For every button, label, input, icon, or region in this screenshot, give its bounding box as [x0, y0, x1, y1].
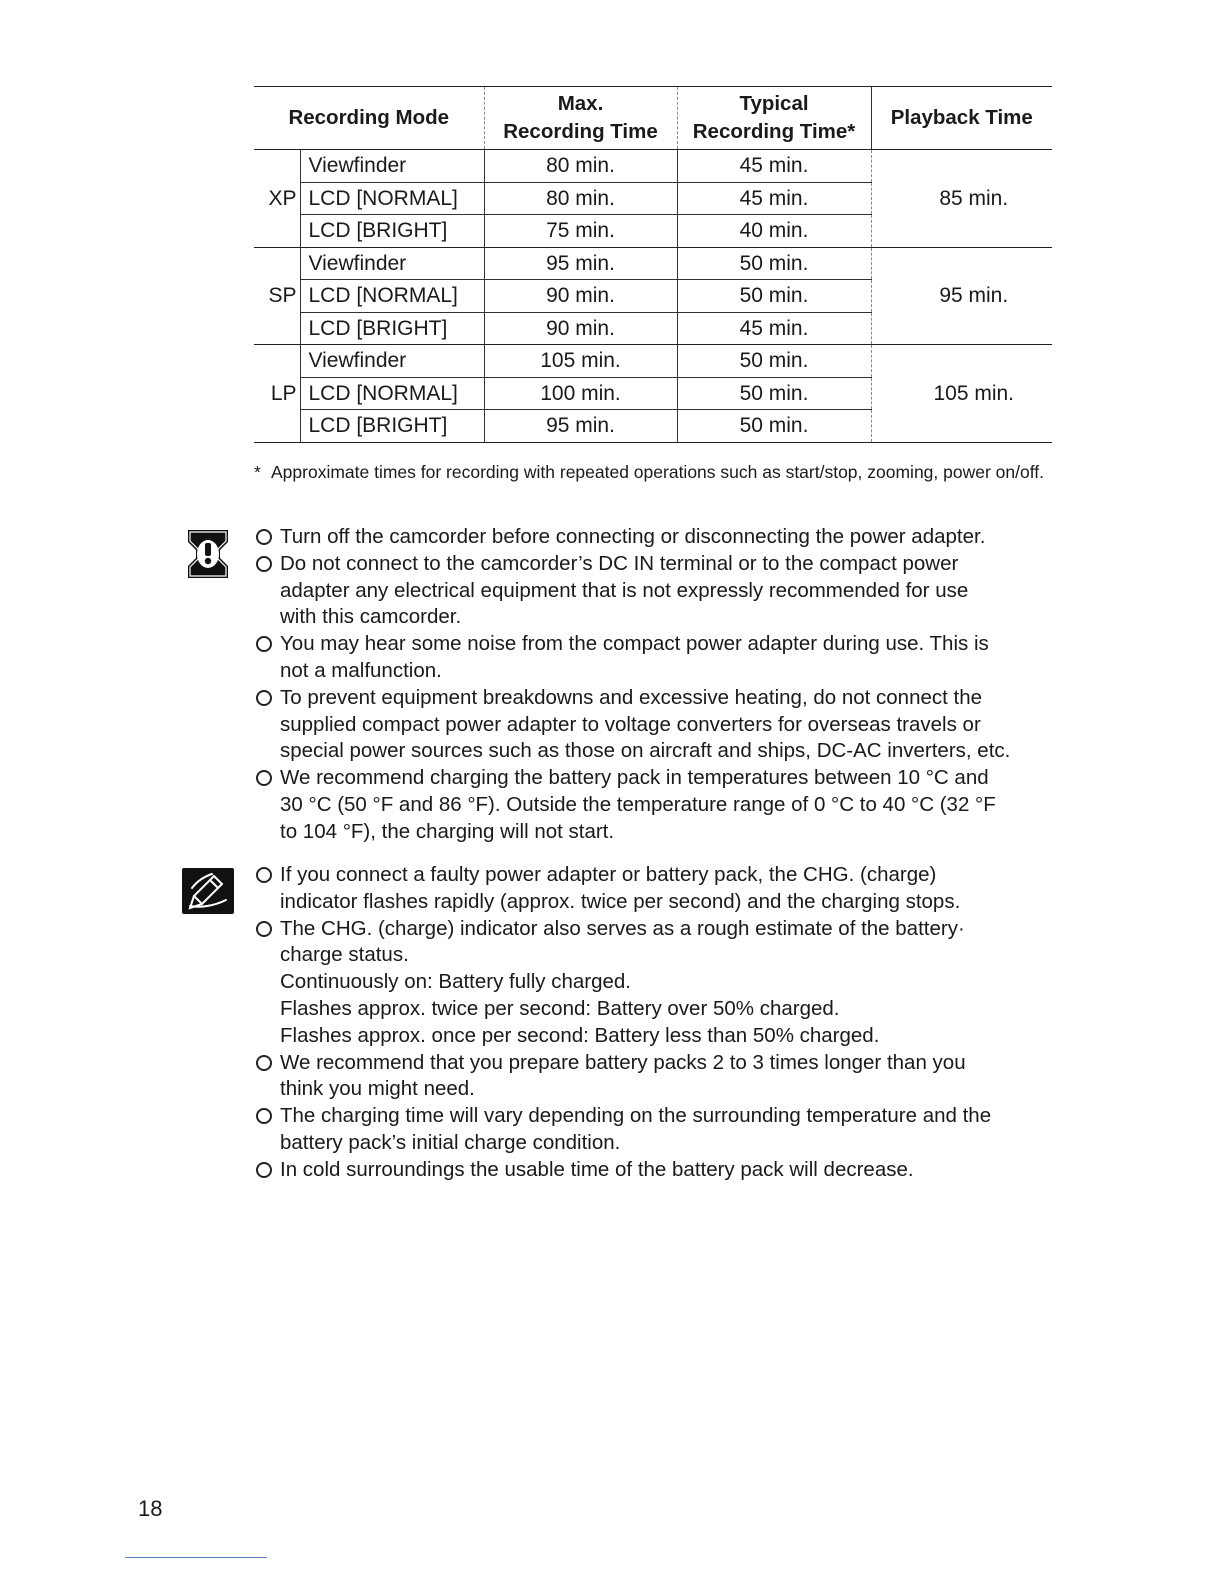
source-cell: LCD [NORMAL]	[300, 377, 484, 410]
mode-cell: SP	[254, 247, 300, 345]
typical-time-cell: 50 min.	[677, 410, 871, 443]
caution-item	[256, 524, 1056, 551]
source-cell: LCD [NORMAL]	[300, 280, 484, 313]
source-cell: Viewfinder	[300, 247, 484, 280]
source-cell: LCD [BRIGHT]	[300, 312, 484, 345]
typical-time-cell: 45 min.	[677, 182, 871, 215]
note-pencil-icon	[180, 866, 236, 921]
table-body	[254, 150, 1052, 443]
typical-time-cell: 45 min.	[677, 312, 871, 345]
page-number: 18	[138, 1496, 163, 1521]
header-typical-recording-time	[677, 87, 871, 150]
list-item-line: If you connect a faulty power adapter or battery pack, the CHG. (charge)	[280, 863, 937, 886]
list-item-line: Turn off the camcorder before connecting or disconnecting the power adapter.	[280, 525, 986, 548]
caution-item	[256, 685, 1056, 765]
typical-time-cell: 45 min.	[677, 150, 871, 183]
max-time-cell: 100 min.	[484, 377, 677, 410]
note-item	[256, 862, 1056, 916]
typical-time-cell: 50 min.	[677, 247, 871, 280]
list-item-line: The charging time will vary depending on the surrounding temperature and the	[280, 1104, 992, 1128]
list-item-line: charge status.	[280, 943, 409, 967]
header-typical-line2: Recording Time*	[692, 120, 856, 143]
source-cell: Viewfinder	[300, 150, 484, 183]
max-time-cell: 80 min.	[484, 182, 677, 215]
list-item-line: The CHG. (charge) indicator also serves as a rough estimate of the battery·	[280, 916, 965, 940]
footer-rule	[125, 1557, 267, 1558]
list-item-line: supplied compact power adapter to voltage converters for overseas travels or	[280, 712, 981, 736]
list-item-line: Flashes approx. once per second: Battery less than 50% charged.	[280, 1023, 880, 1047]
header-recording-mode: Recording Mode	[254, 87, 484, 150]
list-item-line: We recommend charging the battery pack in temperatures between 10 °C and	[280, 766, 989, 790]
list-item-line: adapter any electrical equipment that is not expressly recommended for use	[280, 578, 969, 602]
footnote-text: Approximate times for recording with repeated operations such as start/stop, zooming, power on/off.	[271, 462, 1044, 482]
max-time-cell: 95 min.	[484, 247, 677, 280]
max-time-cell: 90 min.	[484, 280, 677, 313]
note-item	[256, 1050, 1056, 1104]
list-item-line: To prevent equipment breakdowns and excessive heating, do not connect the	[280, 685, 983, 709]
max-time-cell: 105 min.	[484, 345, 677, 378]
playback-time-cell: 85 min.	[871, 150, 1052, 248]
source-cell: LCD [BRIGHT]	[300, 410, 484, 443]
table-row	[254, 247, 1052, 280]
source-cell: LCD [BRIGHT]	[300, 215, 484, 248]
source-cell: Viewfinder	[300, 345, 484, 378]
list-item-line: battery pack’s initial charge condition.	[280, 1130, 621, 1154]
circle-bullet-icon	[256, 1162, 272, 1178]
circle-bullet-icon	[256, 636, 272, 652]
list-item-line: Do not connect to the camcorder’s DC IN terminal or to the compact power	[280, 551, 959, 575]
table-header-row	[254, 87, 1052, 150]
header-max-line2: Recording Time	[503, 120, 658, 143]
list-item-line: 30 °C (50 °F and 86 °F). Outside the temperature range of 0 °C to 40 °C (32 °F	[280, 792, 996, 816]
header-max-recording-time	[484, 87, 677, 150]
list-item-line: You may hear some noise from the compact power adapter during use. This is	[280, 632, 989, 656]
typical-time-cell: 50 min.	[677, 377, 871, 410]
typical-time-cell: 50 min.	[677, 345, 871, 378]
header-typical-line1: Typical	[739, 92, 809, 115]
list-item-line: with this camcorder.	[280, 605, 462, 629]
circle-bullet-icon	[256, 770, 272, 786]
table-row	[254, 150, 1052, 183]
note-item	[256, 1157, 1056, 1184]
circle-bullet-icon	[256, 529, 272, 545]
caution-icon	[180, 528, 236, 585]
list-item-line: In cold surroundings the usable time of the battery pack will decrease.	[280, 1157, 914, 1181]
caution-item	[256, 631, 1056, 685]
note-item	[256, 916, 1056, 1050]
recording-time-table	[254, 86, 1052, 443]
typical-time-cell: 50 min.	[677, 280, 871, 313]
max-time-cell: 90 min.	[484, 312, 677, 345]
circle-bullet-icon	[256, 1108, 272, 1124]
table-row	[254, 345, 1052, 378]
header-playback-time: Playback Time	[871, 87, 1052, 150]
max-time-cell: 75 min.	[484, 215, 677, 248]
playback-time-cell: 105 min.	[871, 345, 1052, 443]
notes-list	[256, 862, 1056, 1184]
list-item-line: special power sources such as those on aircraft and ships, DC-AC inverters, etc.	[280, 739, 1011, 763]
caution-list	[256, 524, 1056, 846]
list-item-line: not a malfunction.	[280, 658, 442, 682]
circle-bullet-icon	[256, 867, 272, 883]
max-time-cell: 95 min.	[484, 410, 677, 443]
caution-item	[256, 765, 1056, 845]
list-item-line: indicator flashes rapidly (approx. twice per second) and the charging stops.	[280, 889, 961, 913]
caution-item	[256, 551, 1056, 631]
circle-bullet-icon	[256, 921, 272, 937]
typical-time-cell: 40 min.	[677, 215, 871, 248]
list-item-line: think you might need.	[280, 1077, 475, 1101]
circle-bullet-icon	[256, 1055, 272, 1071]
circle-bullet-icon	[256, 690, 272, 706]
footnote-marker: *	[254, 462, 261, 482]
footnote	[254, 460, 1054, 485]
list-item-line: to 104 °F), the charging will not start.	[280, 819, 615, 843]
list-item-line: Flashes approx. twice per second: Battery over 50% charged.	[280, 996, 840, 1020]
list-item-line: Continuously on: Battery fully charged.	[280, 970, 631, 994]
mode-cell: XP	[254, 150, 300, 248]
note-item	[256, 1103, 1056, 1157]
playback-time-cell: 95 min.	[871, 247, 1052, 345]
circle-bullet-icon	[256, 556, 272, 572]
max-time-cell: 80 min.	[484, 150, 677, 183]
list-item-line: We recommend that you prepare battery packs 2 to 3 times longer than you	[280, 1050, 966, 1074]
header-max-line1: Max.	[557, 92, 604, 115]
source-cell: LCD [NORMAL]	[300, 182, 484, 215]
mode-cell: LP	[254, 345, 300, 443]
